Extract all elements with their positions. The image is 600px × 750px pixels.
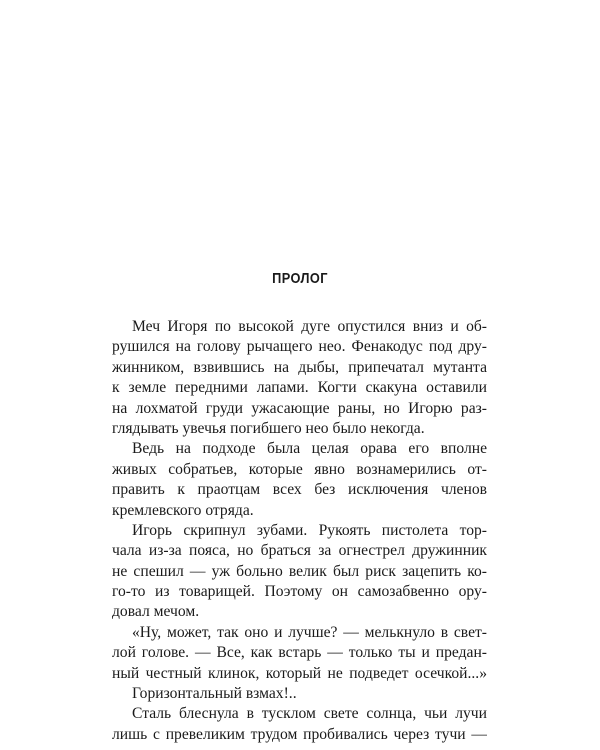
text-line: ный честный клинок, который не подведет осечкой...» <box>112 664 487 682</box>
text-line: лой голове. — Все, как встарь — только ты и предан- <box>112 644 487 662</box>
text-line: Меч Игоря по высокой дуге опустился вниз и об- <box>132 318 487 335</box>
text-line: чала из-за пояса, но браться за огнестрел дружинник <box>112 542 487 560</box>
text-line: лишь с превеликим трудом пробивались через тучи — <box>112 725 487 743</box>
text-line: го-то из товарищей. Поэтому он самозабвенно ору- <box>112 583 487 601</box>
text-line: «Ну, может, так оно и лучше? — мелькнуло в свет- <box>132 623 487 641</box>
text-line: на лохматой груди ужасающие раны, но Игорю раз- <box>112 399 487 417</box>
text-line: довал мечом. <box>112 603 200 621</box>
text-line: кремлевского отряда. <box>112 501 254 519</box>
text-line: Сталь блеснула в тусклом свете солнца, чьи лучи <box>132 705 487 723</box>
text-line: Игорь скрипнул зубами. Рукоять пистолета тор- <box>132 521 487 539</box>
text-line: Ведь на подходе была целая орава его вполне <box>132 440 487 458</box>
text-line: жинником, взвившись на дыбы, припечатал мутанта <box>112 358 487 376</box>
text-line: рушился на голову рычащего нео. Фенакодус под дру- <box>112 338 487 356</box>
text-line: глядывать увечья погибшего нео было некогда. <box>112 419 425 437</box>
text-line: править к праотцам всех без исключения членов <box>112 481 487 499</box>
body-text <box>112 317 487 745</box>
chapter-title: ПРОЛОГ <box>272 270 328 287</box>
text-line: Горизонтальный взмах!.. <box>132 685 297 703</box>
text-line: к земле передними лапами. Когти скакуна оставили <box>112 379 487 397</box>
text-line: живых собратьев, которые явно вознамерились от- <box>112 460 487 478</box>
text-line: не спешил — уж больно велик был риск зацепить ко- <box>112 562 487 580</box>
